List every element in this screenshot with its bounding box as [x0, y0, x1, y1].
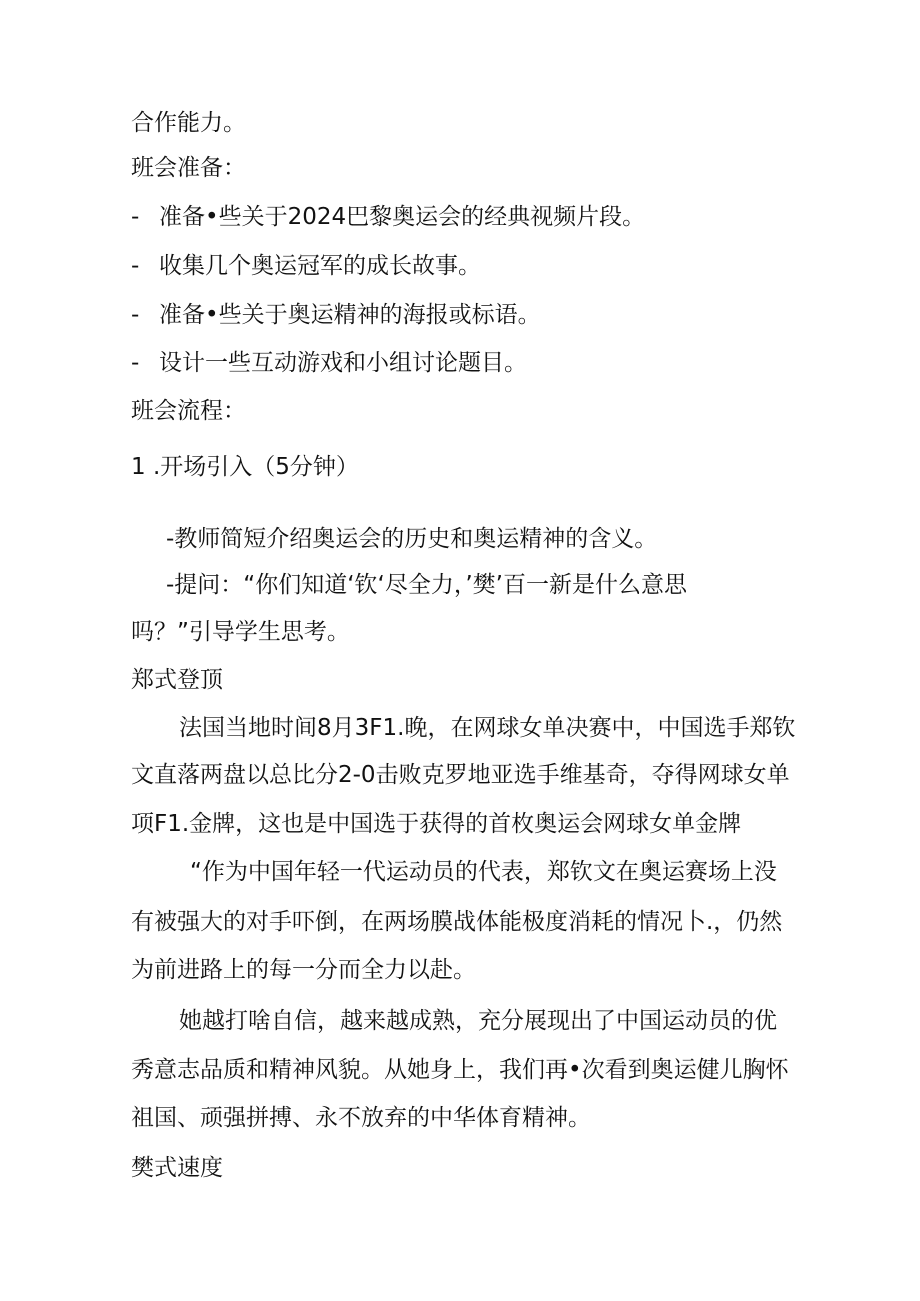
heading-class-preparation: 班会准备：	[131, 155, 246, 181]
list-item	[131, 202, 645, 232]
list-item	[131, 251, 481, 281]
list-item	[131, 300, 541, 330]
subheading-fan-speed: 樊式速度	[131, 1155, 223, 1181]
section-opening-intro: 1 .开场引入（5分钟）	[131, 454, 359, 480]
heading-class-process: 班会流程：	[131, 398, 246, 424]
paragraph-line: 有被强大的对手吓倒，在两场膜战体能极度消耗的情况卜.，仍然	[131, 909, 783, 935]
paragraph-line: 她越打啥自信，越来越成熟，充分展现出了中国运动员的优	[179, 1008, 777, 1034]
paragraph-line: 秀意志品质和精神风貌。从她身上，我们再•次看到奥运健儿胸怀	[131, 1057, 789, 1083]
bullet-dash: -	[131, 253, 140, 279]
list-item-text: 设计一些互动游戏和小组讨论题目。	[159, 350, 527, 376]
text-line-cooperation: 合作能力。	[131, 110, 246, 136]
text-line-question: -提问：“你们知道‘钦‘尽全力，’樊’百一新是什么意思	[166, 572, 687, 598]
paragraph-line: 祖国、顽强拼搏、永不放弃的中华体育精神。	[131, 1105, 591, 1131]
paragraph-line: 为前进路上的每一分而全力以赴。	[131, 957, 476, 983]
text-line-question-cont: 吗？”引导学生思考。	[131, 619, 350, 645]
paragraph-line: 文直落两盘以总比分2-0击败克罗地亚选手维基奇，夺得网球女单	[131, 762, 790, 788]
list-item-text: 准备•些关于2024巴黎奥运会的经典视频片段。	[159, 204, 646, 230]
bullet-dash: -	[131, 350, 140, 376]
subheading-zheng-style: 郑式登顶	[131, 667, 223, 693]
bullet-dash: -	[131, 204, 140, 230]
paragraph-line: “作为中国年轻一代运动员的代表，郑钦文在奥运赛场上没	[190, 859, 777, 885]
list-item-text: 收集几个奥运冠军的成长故事。	[159, 253, 481, 279]
list-item-text: 准备•些关于奥运精神的海报或标语。	[159, 302, 541, 328]
text-line-teacher-intro: -教师简短介绍奥运会的历史和奥运精神的含义。	[166, 526, 658, 552]
bullet-dash: -	[131, 302, 140, 328]
paragraph-line: 法国当地时间8月3F1.晚，在网球女单决赛中，中国选手郑钦	[179, 715, 796, 741]
list-item	[131, 348, 527, 378]
paragraph-line: 项F1.金牌，这也是中国选于获得的首枚奥运会网球女单金牌	[131, 811, 742, 837]
